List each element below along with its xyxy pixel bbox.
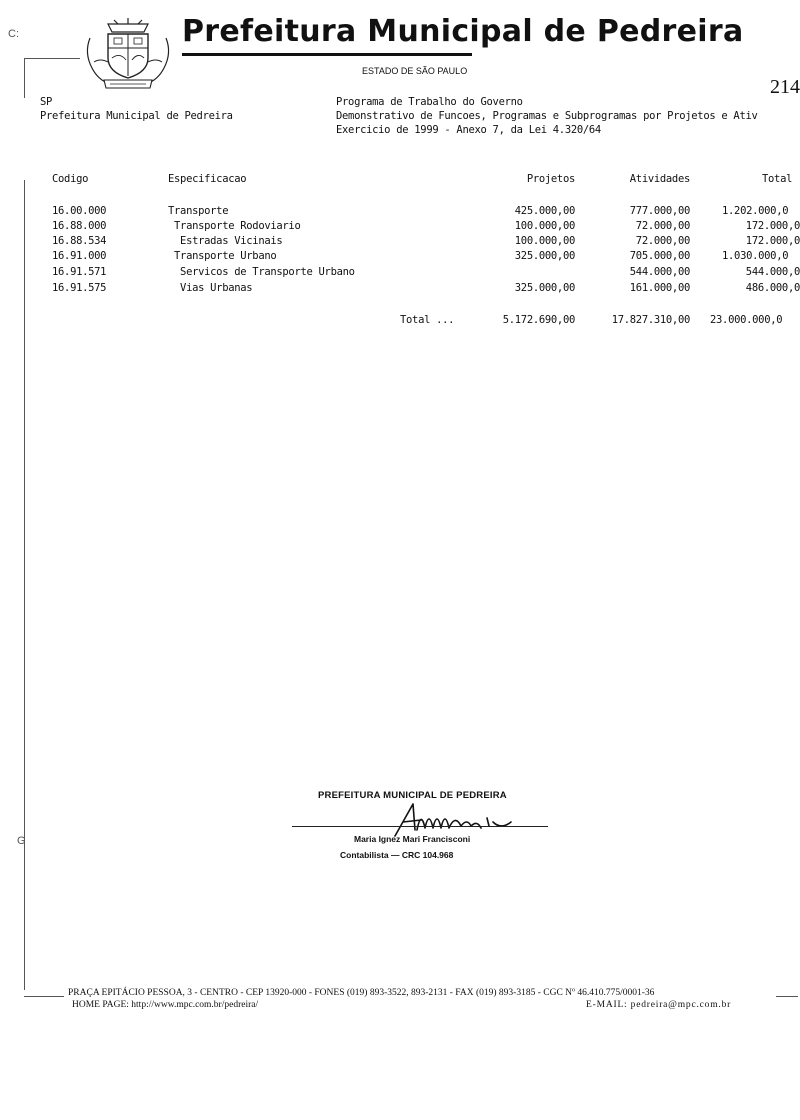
cell-projetos: 325.000,00 [514,282,575,294]
cell-total: 486.000,0 [745,282,800,294]
signature-line [292,826,548,827]
report-program-line: Programa de Trabalho do Governo [336,96,523,108]
cell-codigo: 16.88.000 [52,220,107,232]
total-atividades: 17.827.310,00 [611,314,690,326]
column-header-projetos: Projetos [526,173,575,185]
cell-total: 544.000,0 [745,266,800,278]
left-margin-mark: G [17,835,26,847]
cell-atividades: 72.000,00 [635,220,690,232]
cell-total: 1.030.000,0 [722,250,789,262]
cell-codigo: 16.91.571 [52,266,107,278]
cell-codigo: 16.88.534 [52,235,107,247]
cell-especificacao: Vias Urbanas [168,282,253,294]
signer-role: Contabilista — CRC 104.968 [340,850,454,860]
cell-especificacao: Transporte Rodoviario [168,220,301,232]
cell-especificacao: Transporte Urbano [168,250,277,262]
cell-especificacao: Transporte [168,205,229,217]
cell-total: 172.000,0 [745,235,800,247]
cell-codigo: 16.91.000 [52,250,107,262]
column-header-especificacao: Especificacao [168,173,247,185]
cell-atividades: 705.000,00 [629,250,690,262]
total-label: Total ... [400,314,455,326]
cell-total: 1.202.000,0 [722,205,789,217]
column-header-codigo: Codigo [52,173,89,185]
stamp-organization: PREFEITURA MUNICIPAL DE PEDREIRA [318,790,507,801]
cell-atividades: 72.000,00 [635,235,690,247]
column-header-atividades: Atividades [629,173,690,185]
cell-atividades: 544.000,00 [629,266,690,278]
cell-projetos: 100.000,00 [514,220,575,232]
cell-projetos: 325.000,00 [514,250,575,262]
total-projetos: 5.172.690,00 [502,314,575,326]
page-title: Prefeitura Municipal de Pedreira [182,14,744,49]
coat-of-arms-logo [80,18,176,92]
left-border-line [24,58,80,59]
report-uf: SP [40,96,53,108]
page-number: 214 [770,76,800,98]
footer-rule [776,996,798,997]
cell-projetos: 100.000,00 [514,235,575,247]
cell-especificacao: Estradas Vicinais [168,235,283,247]
cell-atividades: 161.000,00 [629,282,690,294]
cell-projetos: 425.000,00 [514,205,575,217]
left-margin-mark: C: [8,28,19,40]
title-underline [182,53,472,56]
cell-codigo: 16.00.000 [52,205,107,217]
total-total: 23.000.000,0 [710,314,783,326]
cell-total: 172.000,0 [745,220,800,232]
footer-address: PRAÇA EPITÁCIO PESSOA, 3 - CENTRO - CEP 13920-000 - FONES (019) 893-3522, 893-2131 - FAX (019) 893-3185 - CGC Nº 46.410.775/0001-36 [68,988,655,998]
report-statement-line: Demonstrativo de Funcoes, Programas e Subprogramas por Projetos e Ativ [336,110,758,122]
state-subtitle: ESTADO DE SÃO PAULO [362,66,468,76]
footer-homepage: HOME PAGE: http://www.mpc.com.br/pedreira/ [72,1000,259,1010]
cell-atividades: 777.000,00 [629,205,690,217]
footer-email: E-MAIL: pedreira@mpc.com.br [586,1000,732,1010]
cell-especificacao: Servicos de Transporte Urbano [168,266,355,278]
report-entity: Prefeitura Municipal de Pedreira [40,110,233,122]
column-header-total: Total [762,173,793,185]
left-border-line [24,180,25,990]
report-exercise-line: Exercicio de 1999 - Anexo 7, da Lei 4.320/64 [336,124,601,136]
footer-rule [24,996,64,997]
left-border-line [24,58,25,98]
cell-codigo: 16.91.575 [52,282,107,294]
signer-name: Maria Ignez Mari Francisconi [354,834,471,844]
